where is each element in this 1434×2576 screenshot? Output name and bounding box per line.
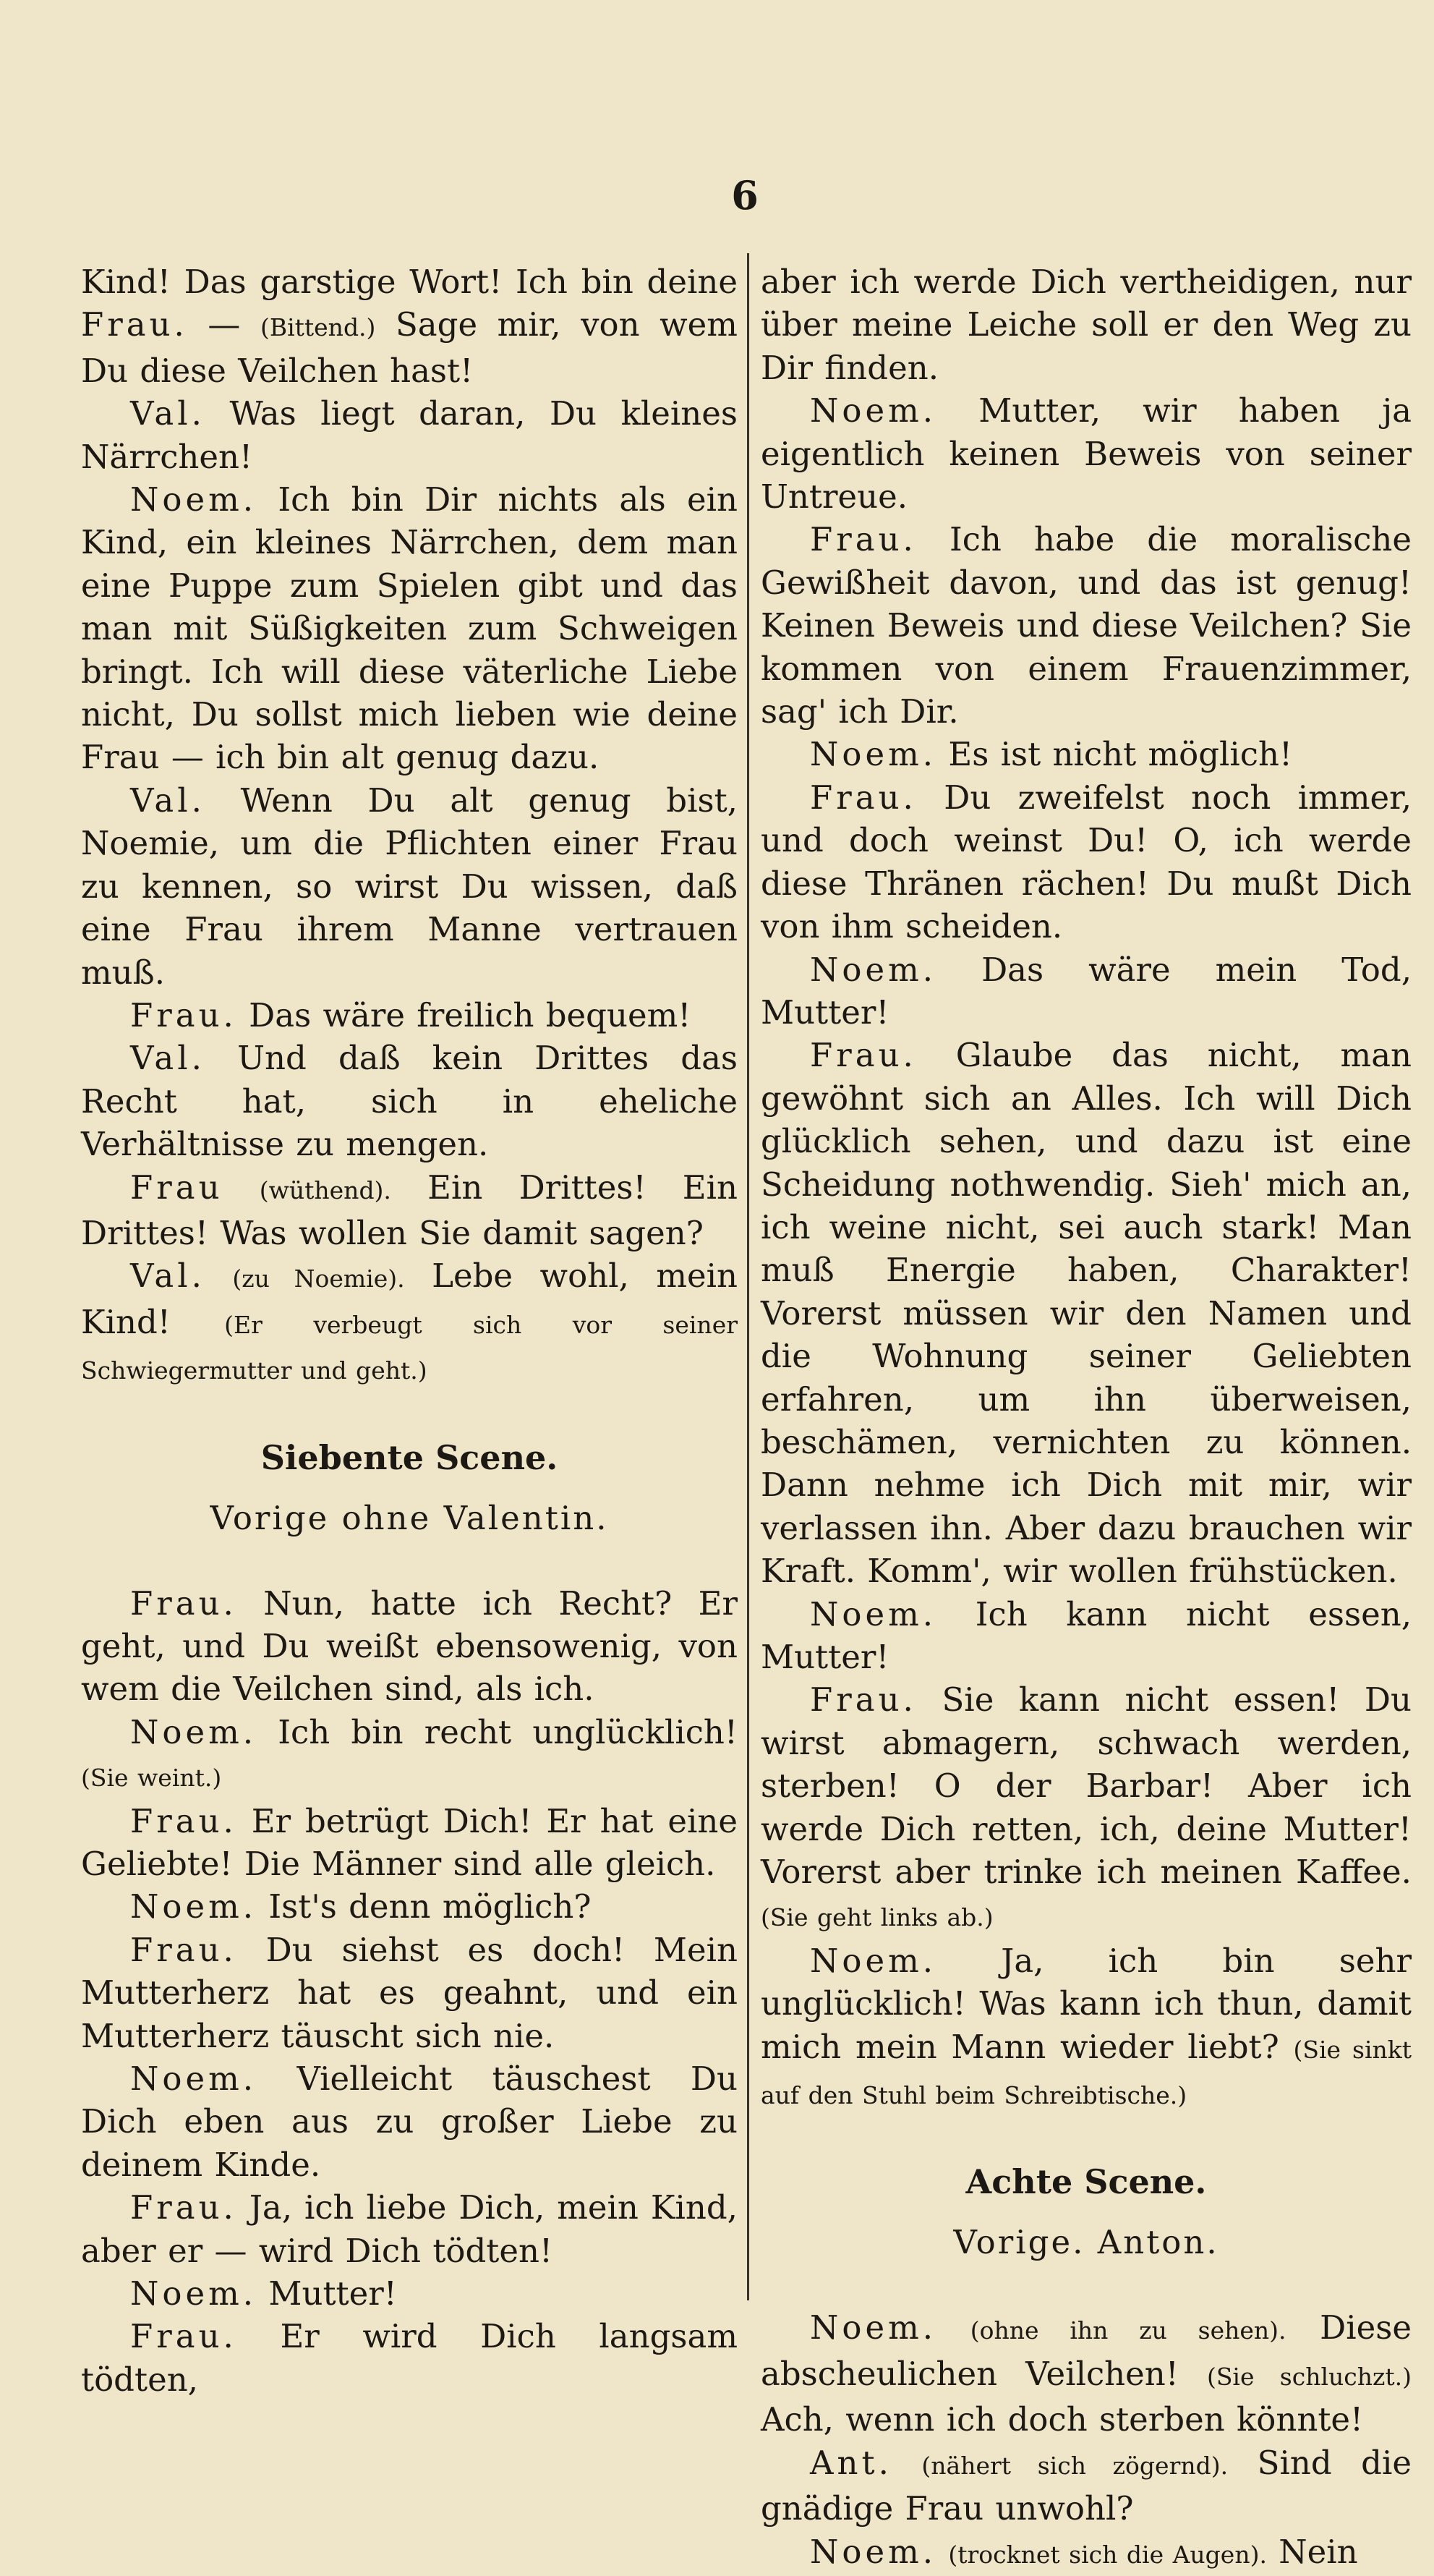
speaker: Noem. xyxy=(810,735,937,774)
speaker: Frau. xyxy=(81,305,188,344)
speaker: Noem. xyxy=(130,1712,257,1751)
stage-direction: (wüthend). xyxy=(259,1176,391,1204)
speaker: Noem. xyxy=(130,1887,257,1926)
speaker: Frau. xyxy=(130,995,237,1034)
stage-direction: (Er verbeugt sich vor seiner Schwiegermutter und geht.) xyxy=(81,1310,738,1385)
paragraph: Noem. Das wäre mein Tod, Mutter! xyxy=(761,950,1412,1032)
stage-direction: (Sie schluchzt.) xyxy=(1206,2362,1412,2391)
column-divider xyxy=(747,253,749,2300)
paragraph: Frau. Ja, ich liebe Dich, mein Kind, aber er — wird Dich tödten! xyxy=(81,2188,738,2270)
paragraph: Kind! Das garstige Wort! Ich bin deine Frau. — (Bittend.) Sage mir, von wem Du diese Veilchen hast! xyxy=(81,263,738,390)
speaker: Noem. xyxy=(810,391,937,430)
stage-direction: (nähert sich zögernd). xyxy=(921,2451,1229,2480)
paragraph: Noem. Mutter, wir haben ja eigentlich keinen Beweis von seiner Untreue. xyxy=(761,391,1412,517)
speaker: Frau xyxy=(130,1168,223,1207)
paragraph: Frau. Du siehst es doch! Mein Mutterherz hat es geahnt, und ein Mutterherz täuscht sich nie. xyxy=(81,1930,738,2055)
paragraph: Noem. Ich bin Dir nichts als ein Kind, ein kleines Närrchen, dem man eine Puppe zum Spielen gibt und das man mit Süßigkeiten zum Schweigen bringt. Ich will diese väterliche Liebe nicht, Du sollst mich lieben wie deine Frau — ich bin alt genug dazu. xyxy=(81,480,738,777)
speaker: Val. xyxy=(130,781,205,820)
speaker: Frau. xyxy=(130,1584,237,1623)
paragraph: Val. Und daß kein Drittes das Recht hat, sich in eheliche Verhältnisse zu mengen. xyxy=(81,1039,738,1164)
paragraph: Val. (zu Noemie). Lebe wohl, mein Kind! (Er verbeugt sich vor seiner Schwiegermutter und geht.) xyxy=(81,1257,738,1385)
paragraph: Noem. (ohne ihn zu sehen). Diese abscheulichen Veilchen! (Sie schluchzt.) Ach, wenn ich doch sterben könnte! xyxy=(761,2308,1412,2439)
paragraph: Ant. (nähert sich zögernd). Sind die gnädige Frau unwohl? xyxy=(761,2443,1412,2528)
speaker: Val. xyxy=(130,394,205,433)
speaker: Val. xyxy=(130,1257,205,1296)
speaker: Noem. xyxy=(810,1594,937,1633)
paragraph: Noem. Mutter! xyxy=(130,2274,397,2313)
speaker: Val. xyxy=(130,1039,205,1078)
paragraph: Frau. Er betrügt Dich! Er hat eine Geliebte! Die Männer sind alle gleich. xyxy=(81,1801,738,1883)
speaker: Frau. xyxy=(130,1930,237,1969)
stage-direction: (zu Noemie). xyxy=(232,1264,405,1293)
paragraph: Noem. Ich kann nicht essen, Mutter! xyxy=(761,1594,1412,1676)
speaker: Noem. xyxy=(810,950,937,989)
speaker: Frau. xyxy=(810,778,917,817)
speaker: Frau. xyxy=(130,1801,237,1840)
stage-direction: (trocknet sich die Augen). xyxy=(948,2540,1267,2569)
speaker: Frau. xyxy=(810,1036,917,1075)
stage-direction: (Sie sinkt auf den Stuhl beim Schreibtische.) xyxy=(761,2035,1412,2110)
paragraph: aber ich werde Dich vertheidigen, nur über meine Leiche soll er den Weg zu Dir finden. xyxy=(761,263,1412,387)
speaker: Noem. xyxy=(130,2059,257,2099)
speaker: Noem. xyxy=(810,1941,937,1980)
paragraph: Noem. Ich bin recht unglücklich! (Sie weint.) xyxy=(81,1712,738,1793)
right-column xyxy=(761,260,1412,2576)
paragraph: Val. Was liegt daran, Du kleines Närrchen! xyxy=(81,394,738,476)
scene-heading: Siebente Scene. xyxy=(260,1437,558,1477)
paragraph: Frau. Du zweifelst noch immer, und doch weinst Du! O, ich werde diese Thränen rächen! Du mußt Dich von ihm scheiden. xyxy=(761,778,1412,946)
speaker: Noem. xyxy=(810,2308,937,2347)
paragraph: Frau. Er wird Dich langsam tödten, xyxy=(81,2317,738,2399)
paragraph: Frau. Sie kann nicht essen! Du wirst abmagern, schwach werden, sterben! O der Barbar! Aber ich werde Dich retten, ich, deine Mutter! Vorerst aber trinke ich meinen Kaffee. (Sie geht links ab.) xyxy=(761,1680,1412,1932)
speaker: Noem. xyxy=(130,2274,257,2313)
paragraph: Noem. Es ist nicht möglich! xyxy=(810,735,1293,774)
paragraph: Noem. Ja, ich bin sehr unglücklich! Was kann ich thun, damit mich mein Mann wieder liebt? (Sie sinkt auf den Stuhl beim Schreibtische.) xyxy=(761,1941,1412,2110)
speaker: Frau. xyxy=(810,520,917,559)
paragraph: Val. Wenn Du alt genug bist, Noemie, um die Pflichten einer Frau zu kennen, so wirst Du wissen, daß eine Frau ihrem Manne vertrauen muß. xyxy=(81,781,738,992)
stage-direction: (Sie geht links ab.) xyxy=(761,1903,994,1932)
paragraph: Noem. (trocknet sich die Augen). Nein xyxy=(810,2532,1358,2571)
scene-cast: Vorige. Anton. xyxy=(953,2223,1219,2262)
speaker: Frau. xyxy=(810,1680,917,1720)
speaker: Ant. xyxy=(810,2443,892,2482)
stage-direction: (Sie weint.) xyxy=(81,1764,222,1793)
stage-direction: (ohne ihn zu sehen). xyxy=(970,2316,1286,2345)
scene-heading: Achte Scene. xyxy=(965,2162,1207,2202)
paragraph: Noem. Ist's denn möglich? xyxy=(130,1887,592,1926)
left-column xyxy=(81,260,738,2401)
speaker: Noem. xyxy=(810,2532,937,2571)
paragraph: Frau. Ich habe die moralische Gewißheit davon, und das ist genug! Keinen Beweis und diese Veilchen? Sie kommen von einem Frauenzimmer, sag' ich Dir. xyxy=(761,520,1412,731)
paragraph: Frau. Das wäre freilich bequem! xyxy=(130,995,691,1034)
paragraph: Frau. Nun, hatte ich Recht? Er geht, und Du weißt ebensowenig, von wem die Veilchen sind, als ich. xyxy=(81,1584,738,1709)
paragraph: Frau. Glaube das nicht, man gewöhnt sich an Alles. Ich will Dich glücklich sehen, und dazu ist eine Scheidung nothwendig. Sieh' mich an, ich weine nicht, sei auch stark! Man muß Energie haben, Charakter! Vorerst müssen wir den Namen und die Wohnung seiner Geliebten erfahren, um ihn überweisen, beschämen, vernichten zu können. Dann nehme ich Dich mit mir, wir verlassen ihn. Aber dazu brauchen wir Kraft. Komm', wir wollen frühstücken. xyxy=(761,1036,1412,1591)
paragraph: Noem. Vielleicht täuschest Du Dich eben aus zu großer Liebe zu deinem Kinde. xyxy=(81,2059,738,2184)
scene-cast: Vorige ohne Valentin. xyxy=(210,1498,609,1537)
speaker: Frau. xyxy=(130,2317,237,2356)
speaker: Frau. xyxy=(130,2188,237,2227)
stage-direction: (Bittend.) xyxy=(260,313,376,342)
speaker: Noem. xyxy=(130,480,257,519)
paragraph: Frau (wüthend). Ein Drittes! Ein Drittes! Was wollen Sie damit sagen? xyxy=(81,1168,738,1252)
page-number: 6 xyxy=(731,172,759,218)
